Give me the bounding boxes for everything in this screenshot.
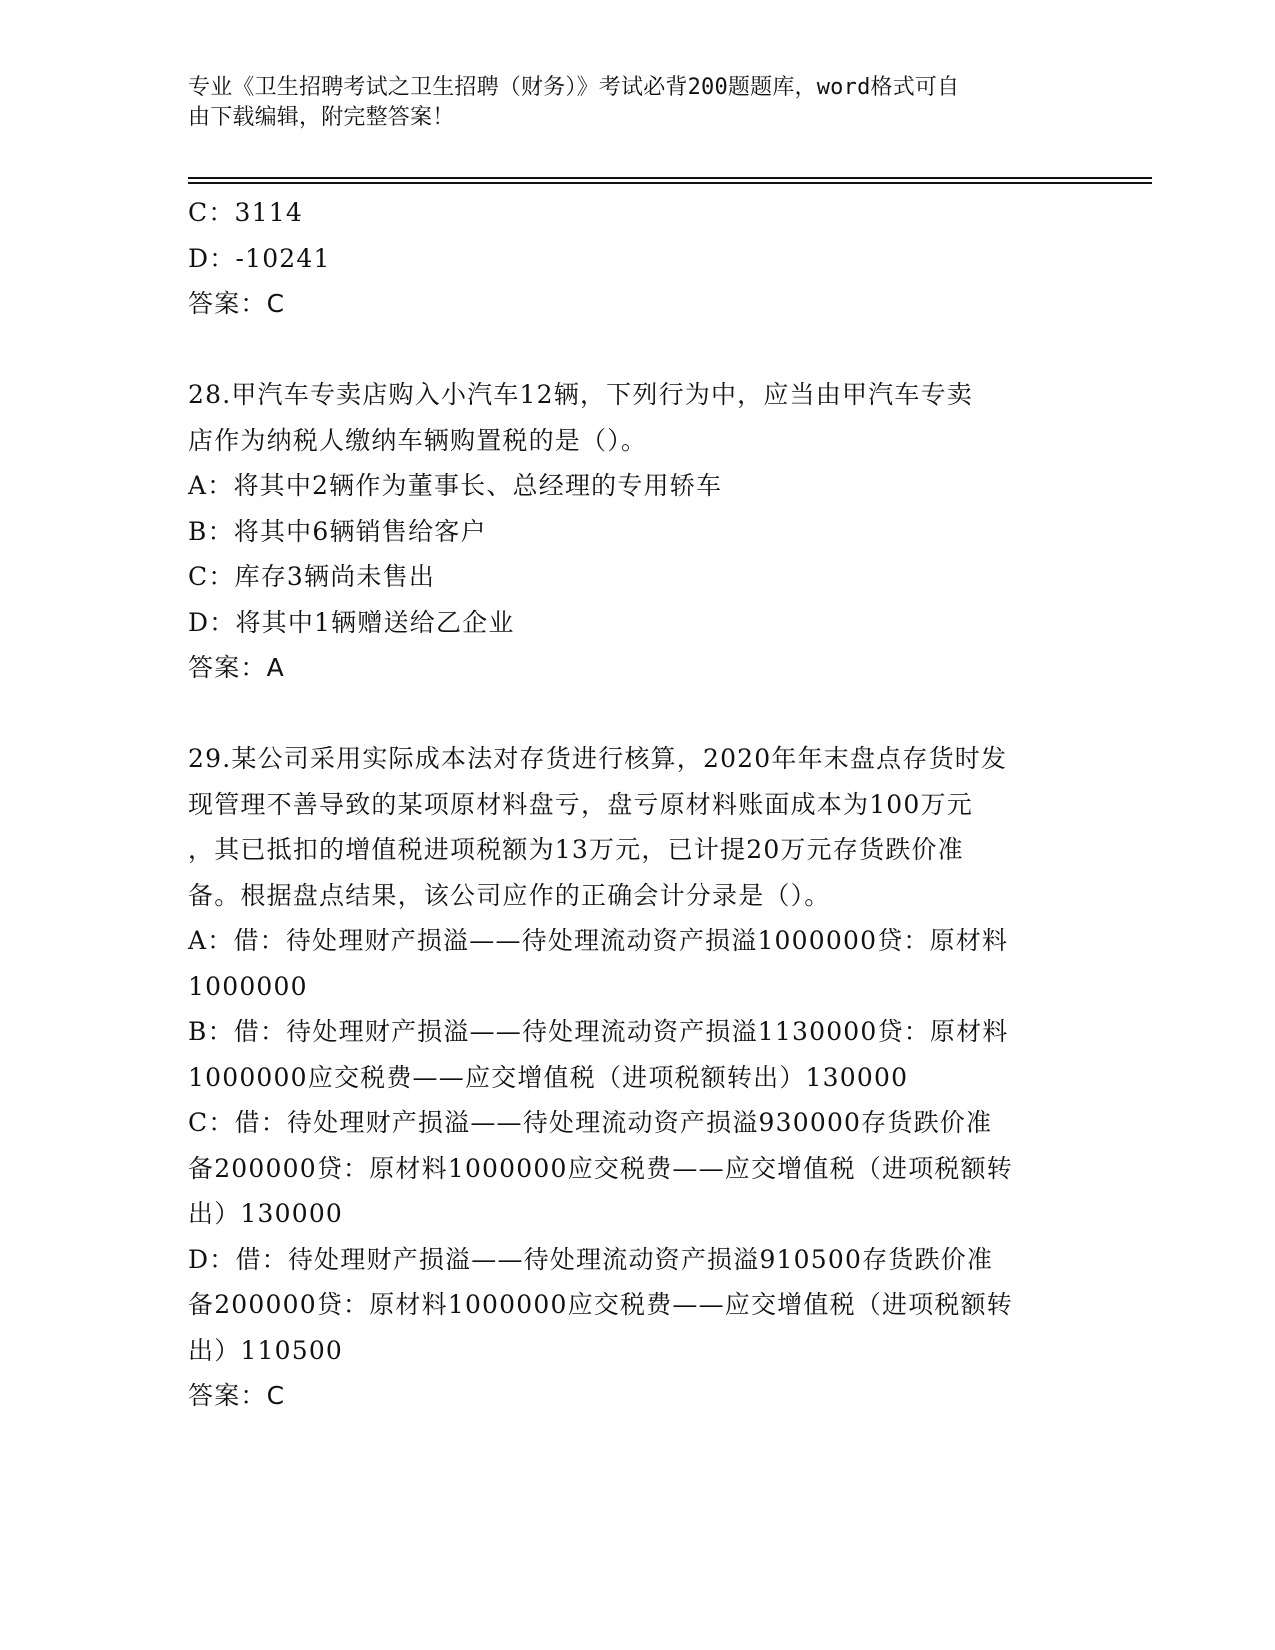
question-27-answer: 答案：C <box>188 289 286 318</box>
question-29-option-c-line-3: 出）130000 <box>188 1199 344 1228</box>
question-28-option-c: C：库存3辆尚未售出 <box>188 562 436 591</box>
header-divider-top <box>188 177 1152 179</box>
question-29-option-b-line-1: B：借：待处理财产损溢——待处理流动资产损溢1130000贷：原材料 <box>188 1017 1009 1046</box>
question-28-stem-line-1: 28.甲汽车专卖店购入小汽车12辆，下列行为中，应当由甲汽车专卖 <box>188 380 973 409</box>
question-28-option-b: B：将其中6辆销售给客户 <box>188 516 487 546</box>
header-divider-bottom <box>188 182 1152 184</box>
question-29-option-d-line-3: 出）110500 <box>188 1335 344 1365</box>
question-29-stem-line-1: 29.某公司采用实际成本法对存货进行核算，2020年年末盘点存货时发 <box>188 744 1008 773</box>
question-content <box>188 190 1108 1419</box>
question-27-fragment <box>188 190 1108 327</box>
question-29-stem-line-4: 备。根据盘点结果，该公司应作的正确会计分录是（）。 <box>188 880 831 910</box>
question-29-stem-line-3: ，其已抵扣的增值税进项税额为13万元，已计提20万元存货跌价准 <box>188 835 964 864</box>
question-29-stem-line-2: 现管理不善导致的某项原材料盘亏，盘亏原材料账面成本为100万元 <box>188 789 973 819</box>
question-spacer <box>188 691 1108 737</box>
question-28-answer: 答案：A <box>188 653 285 682</box>
question-29-option-c-line-2: 备200000贷：原材料1000000应交税费——应交增值税（进项税额转 <box>188 1153 1013 1183</box>
question-28 <box>188 372 1108 691</box>
question-29-answer: 答案：C <box>188 1381 286 1410</box>
question-29-option-a-line-2: 1000000 <box>188 971 308 1001</box>
question-29-option-c-line-1: C：借：待处理财产损溢——待处理流动资产损溢930000存货跌价准 <box>188 1108 993 1137</box>
header-line-1: 专业《卫生招聘考试之卫生招聘（财务）》考试必背200题题库，word格式可自 <box>188 75 960 100</box>
question-spacer <box>188 327 1108 373</box>
question-29-option-a-line-1: A：借：待处理财产损溢——待处理流动资产损溢1000000贷：原材料 <box>188 926 1009 955</box>
question-28-stem-line-2: 店作为纳税人缴纳车辆购置税的是（）。 <box>188 425 648 455</box>
question-28-option-a: A：将其中2辆作为董事长、总经理的专用轿车 <box>188 471 723 500</box>
question-27-option-d: D：-10241 <box>188 243 331 273</box>
question-29-option-d-line-2: 备200000贷：原材料1000000应交税费——应交增值税（进项税额转 <box>188 1290 1013 1319</box>
question-29-option-d-line-1: D：借：待处理财产损溢——待处理流动资产损溢910500存货跌价准 <box>188 1244 994 1274</box>
document-header <box>188 73 1108 133</box>
header-line-2: 由下载编辑，附完整答案！ <box>188 105 455 130</box>
question-29-option-b-line-2: 1000000应交税费——应交增值税（进项税额转出）130000 <box>188 1062 909 1092</box>
question-29 <box>188 736 1108 1419</box>
question-28-option-d: D：将其中1辆赠送给乙企业 <box>188 607 515 637</box>
question-27-option-c: C：3114 <box>188 198 303 227</box>
